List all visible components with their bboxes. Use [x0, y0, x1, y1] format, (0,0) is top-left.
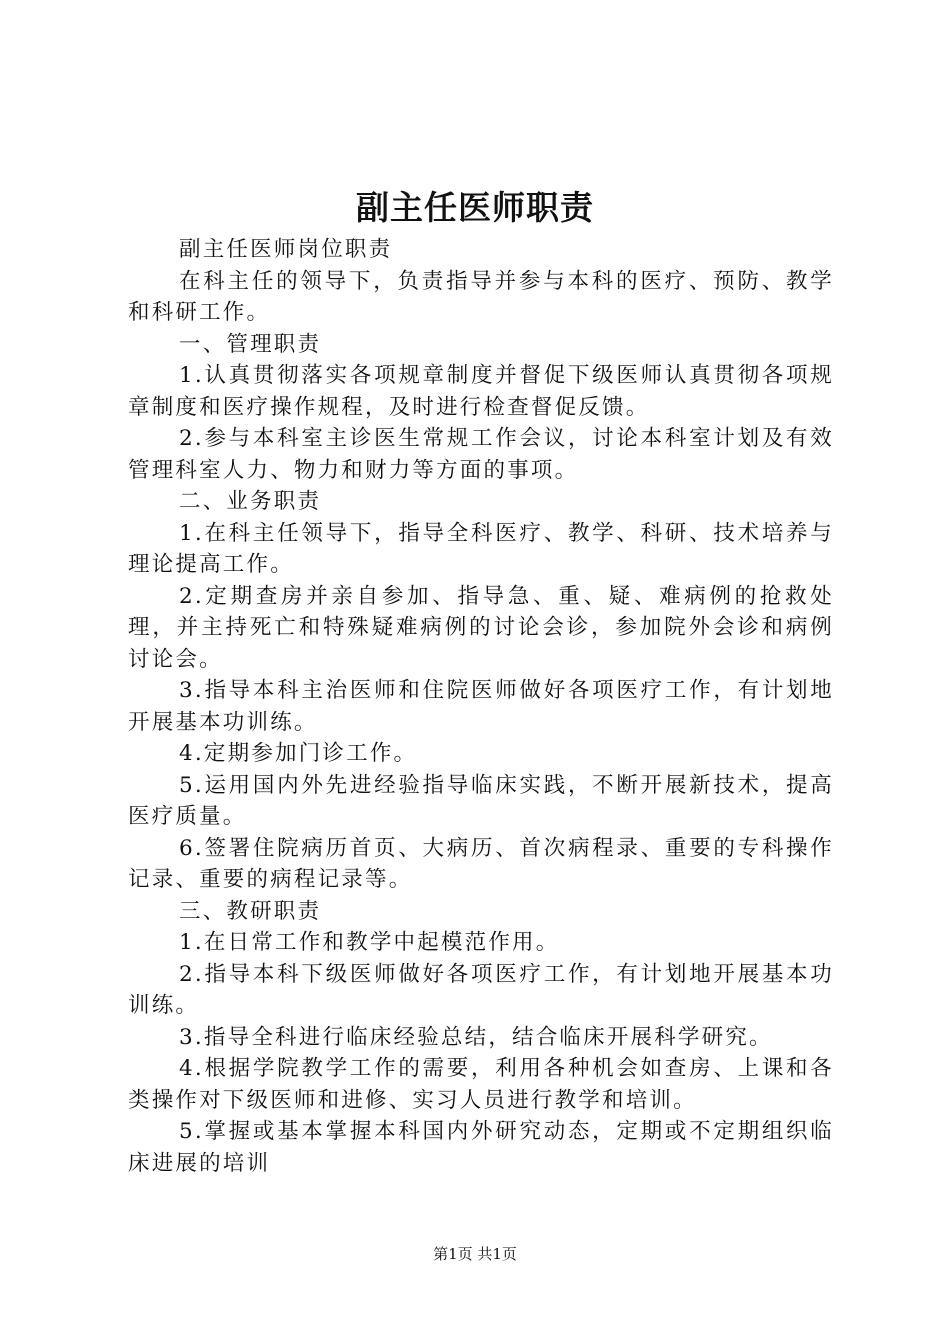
paragraph-business-3: 3.指导本科主治医师和住院医师做好各项医疗工作，有计划地开展基本功训练。 — [128, 678, 834, 735]
section-heading-management: 一、管理职责 — [179, 331, 322, 357]
paragraph-business-1: 1.在科主任领导下，指导全科医疗、教学、科研、技术培养与理论提高工作。 — [128, 520, 834, 577]
section-heading-business: 二、业务职责 — [179, 489, 322, 514]
paragraph-business-5: 5.运用国内外先进经验指导临床实践，不断开展新技术，提高医疗质量。 — [128, 772, 834, 829]
page-footer: 第1页 共1页 — [433, 1245, 517, 1263]
paragraph-management-2: 2.参与本科室主诊医生常规工作会议，讨论本科室计划及有效管理科室人力、物力和财力等方面的事项。 — [128, 426, 834, 483]
paragraph-teaching-3: 3.指导全科进行临床经验总结，结合临床开展科学研究。 — [179, 1024, 773, 1050]
section-heading-teaching: 三、教研职责 — [179, 898, 322, 924]
paragraph-business-2: 2.定期查房并亲自参加、指导急、重、疑、难病例的抢救处理，并主持死亡和特殊疑难病例的讨论会诊，参加院外会诊和病例讨论会。 — [128, 583, 834, 672]
paragraph-intro: 在科主任的领导下，负责指导并参与本科的医疗、预防、教学和科研工作。 — [128, 268, 834, 325]
paragraph-teaching-2: 2.指导本科下级医师做好各项医疗工作，有计划地开展基本功训练。 — [128, 961, 834, 1018]
paragraph-teaching-1: 1.在日常工作和教学中起模范作用。 — [179, 930, 560, 955]
paragraph-management-1: 1.认真贯彻落实各项规章制度并督促下级医师认真贯彻各项规章制度和医疗操作规程，及时进行检查督促反馈。 — [128, 363, 834, 420]
paragraph-teaching-5: 5.掌握或基本掌握本科国内外研究动态，定期或不定期组织临床进展的培训 — [128, 1119, 834, 1176]
paragraph-business-4: 4.定期参加门诊工作。 — [179, 741, 418, 766]
page-title: 副主任医师职责 — [356, 188, 594, 227]
paragraph-teaching-4: 4.根据学院教学工作的需要，利用各种机会如查房、上课和各类操作对下级医师和进修、实习人员进行教学和培训。 — [128, 1056, 834, 1113]
paragraph-subtitle: 副主任医师岗位职责 — [179, 237, 393, 262]
paragraph-business-6: 6.签署住院病历首页、大病历、首次病程录、重要的专科操作记录、重要的病程记录等。 — [128, 835, 834, 892]
document-body — [128, 234, 834, 1179]
